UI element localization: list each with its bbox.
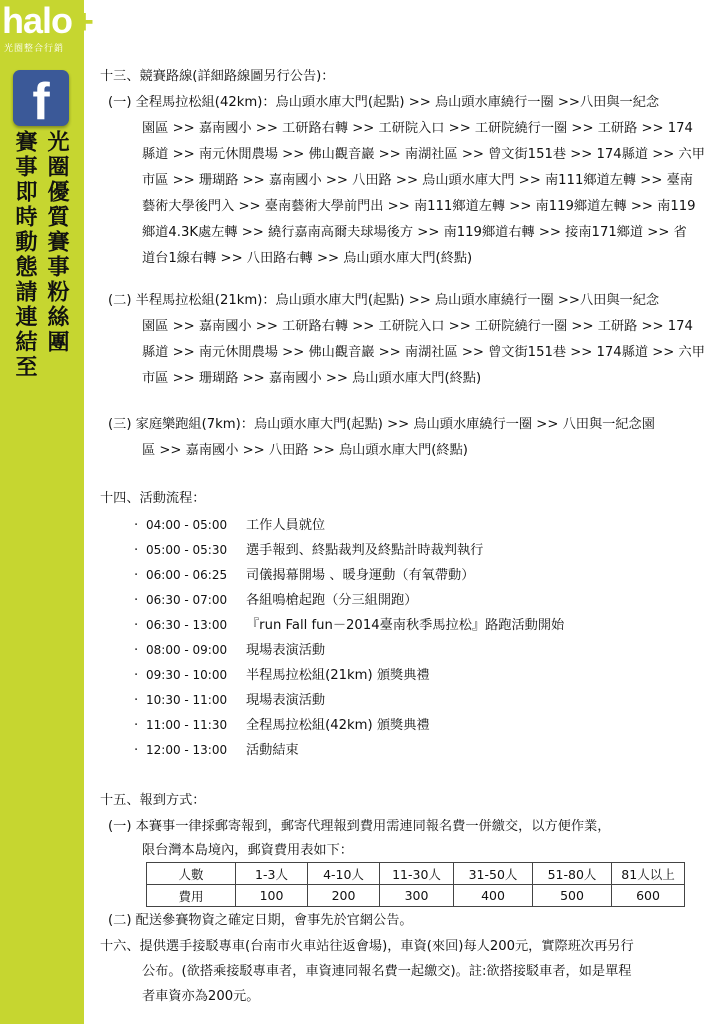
table-cell: 500 bbox=[533, 885, 612, 907]
schedule-event: 活動結束 bbox=[246, 743, 299, 758]
schedule-time: 08:00 - 09:00 bbox=[146, 643, 228, 657]
table-header-cell: 11-30人 bbox=[380, 863, 454, 885]
logo-text: halo bbox=[2, 0, 73, 41]
schedule-item: · 12:00 - 13:00 活動結束 bbox=[134, 739, 299, 762]
route2-line: 縣道 >> 南元休閒農場 >> 佛山觀音巖 >> 南湖社區 >> 曾文街151巷 >> 174縣道 >> 六甲 bbox=[142, 345, 705, 360]
table-cell: 100 bbox=[236, 885, 308, 907]
route1-line: 園區 >> 嘉南國小 >> 工研路右轉 >> 工研院入口 >> 工研院繞行一圈 >> 工研路 >> 174 bbox=[142, 121, 693, 136]
table-header-cell: 人數 bbox=[147, 863, 236, 885]
schedule-event: 司儀揭幕開場 、暖身運動（有氧帶動） bbox=[246, 568, 475, 583]
schedule-time: 06:30 - 13:00 bbox=[146, 618, 228, 632]
schedule-item: · 08:00 - 09:00 現場表演活動 bbox=[134, 639, 325, 662]
facebook-icon[interactable] bbox=[13, 70, 69, 126]
schedule-event: 各組鳴槍起跑（分三組開跑） bbox=[246, 593, 418, 608]
schedule-item: · 11:00 - 11:30 全程馬拉松組(42km) 頒獎典禮 bbox=[134, 714, 430, 737]
brand-sidebar bbox=[0, 0, 93, 1024]
schedule-item: · 06:30 - 07:00 各組鳴槍起跑（分三組開跑） bbox=[134, 589, 417, 612]
schedule-item: · 06:00 - 06:25 司儀揭幕開場 、暖身運動（有氧帶動） bbox=[134, 564, 474, 587]
shuttle-line1: 十六、提供選手接駁專車(台南市火車站往返會場)，車資(來回)每人200元，實際班次再另行 bbox=[100, 939, 634, 954]
table-header-cell: 1-3人 bbox=[236, 863, 308, 885]
postage-fee-table bbox=[146, 862, 685, 907]
schedule-time: 10:30 - 11:00 bbox=[146, 693, 228, 707]
shuttle-line2: 公布。(欲搭乘接駁專車者，車資連同報名費一起繳交)。註:欲搭接駁車者，如是單程 bbox=[142, 964, 632, 979]
fan-page-vertical-text: 光圈優質賽事粉絲團 bbox=[44, 130, 69, 355]
checkin-item1-line2: 限台灣本島境內，郵資費用表如下： bbox=[142, 843, 353, 858]
route2-line: 市區 >> 珊瑚路 >> 嘉南國小 >> 烏山頭水庫大門(終點) bbox=[142, 371, 482, 386]
route3-line: 區 >> 嘉南國小 >> 八田路 >> 烏山頭水庫大門(終點) bbox=[142, 443, 468, 458]
table-cell: 200 bbox=[308, 885, 380, 907]
schedule-event: 全程馬拉松組(42km) 頒獎典禮 bbox=[246, 718, 430, 733]
table-header-cell: 4-10人 bbox=[308, 863, 380, 885]
shuttle-line3: 者車資亦為200元。 bbox=[142, 989, 260, 1004]
schedule-time: 09:30 - 10:00 bbox=[146, 668, 228, 682]
section15-heading: 十五、報到方式： bbox=[100, 793, 206, 808]
table-header-cell: 51-80人 bbox=[533, 863, 612, 885]
table-cell: 400 bbox=[454, 885, 533, 907]
schedule-event: 工作人員就位 bbox=[246, 518, 326, 533]
logo-plus: + bbox=[74, 3, 93, 41]
checkin-item1-line1: (一) 本賽事一律採郵寄報到，郵寄代理報到費用需連同報名費一併繳交，以方便作業， bbox=[108, 819, 611, 834]
schedule-event: 半程馬拉松組(21km) 頒獎典禮 bbox=[246, 668, 430, 683]
checkin-item2: (二) 配送參賽物資之確定日期，會事先於官網公告。 bbox=[108, 913, 413, 928]
logo-subtitle: 光圈整合行銷 bbox=[4, 44, 65, 54]
schedule-event: 現場表演活動 bbox=[246, 693, 326, 708]
schedule-event: 現場表演活動 bbox=[246, 643, 326, 658]
route3-line: (三) 家庭樂跑組(7km)：烏山頭水庫大門(起點) >> 烏山頭水庫繞行一圈 >> 八田與一紀念園 bbox=[108, 417, 655, 432]
route1-line: 道台1線右轉 >> 八田路右轉 >> 烏山頭水庫大門(終點) bbox=[142, 251, 473, 266]
schedule-event: 選手報到、終點裁判及終點計時裁判執行 bbox=[246, 543, 484, 558]
schedule-item: · 09:30 - 10:00 半程馬拉松組(21km) 頒獎典禮 bbox=[134, 664, 430, 687]
schedule-time: 11:00 - 11:30 bbox=[146, 718, 228, 732]
halo-logo bbox=[2, 2, 112, 54]
route1-line: 藝術大學後門入 >> 臺南藝術大學前門出 >> 南111鄉道左轉 >> 南119鄉道左轉 >> 南119 bbox=[142, 199, 696, 214]
schedule-time: 06:30 - 07:00 bbox=[146, 593, 228, 607]
table-header-cell: 31-50人 bbox=[454, 863, 533, 885]
table-cell: 600 bbox=[612, 885, 685, 907]
section14-heading: 十四、活動流程： bbox=[100, 491, 206, 506]
route1-line: (一) 全程馬拉松組(42km)：烏山頭水庫大門(起點) >> 烏山頭水庫繞行一圈 >>八田與一紀念 bbox=[108, 95, 660, 110]
schedule-time: 06:00 - 06:25 bbox=[146, 568, 228, 582]
section13-heading: 十三、競賽路線(詳細路線圖另行公告)： bbox=[100, 69, 335, 84]
table-cell: 300 bbox=[380, 885, 454, 907]
schedule-item: · 10:30 - 11:00 現場表演活動 bbox=[134, 689, 325, 712]
route2-line: (二) 半程馬拉松組(21km)：烏山頭水庫大門(起點) >> 烏山頭水庫繞行一圈 >>八田與一紀念 bbox=[108, 293, 660, 308]
live-update-vertical-text: 賽事即時動態請連結至 bbox=[12, 130, 37, 380]
route2-line: 園區 >> 嘉南國小 >> 工研路右轉 >> 工研院入口 >> 工研院繞行一圈 >> 工研路 >> 174 bbox=[142, 319, 693, 334]
schedule-item: · 06:30 - 13:00 『run Fall fun－2014臺南秋季馬拉松』路跑活動開始 bbox=[134, 614, 564, 637]
schedule-time: 12:00 - 13:00 bbox=[146, 743, 228, 757]
route1-line: 鄉道4.3K處左轉 >> 繞行嘉南高爾夫球場後方 >> 南119鄉道右轉 >> 接南171鄉道 >> 省 bbox=[142, 225, 687, 240]
table-row bbox=[147, 863, 685, 885]
table-header-cell: 81人以上 bbox=[612, 863, 685, 885]
facebook-icon-letter: f bbox=[32, 73, 50, 126]
schedule-event: 『run Fall fun－2014臺南秋季馬拉松』路跑活動開始 bbox=[246, 618, 565, 633]
schedule-item: · 04:00 - 05:00 工作人員就位 bbox=[134, 514, 325, 537]
table-row bbox=[147, 885, 685, 907]
schedule-item: · 05:00 - 05:30 選手報到、終點裁判及終點計時裁判執行 bbox=[134, 539, 483, 562]
route1-line: 市區 >> 珊瑚路 >> 嘉南國小 >> 八田路 >> 烏山頭水庫大門 >> 南111鄉道左轉 >> 臺南 bbox=[142, 173, 693, 188]
schedule-time: 05:00 - 05:30 bbox=[146, 543, 228, 557]
schedule-time: 04:00 - 05:00 bbox=[146, 518, 228, 532]
route1-line: 縣道 >> 南元休閒農場 >> 佛山觀音巖 >> 南湖社區 >> 曾文街151巷 >> 174縣道 >> 六甲 bbox=[142, 147, 705, 162]
table-cell: 費用 bbox=[147, 885, 236, 907]
